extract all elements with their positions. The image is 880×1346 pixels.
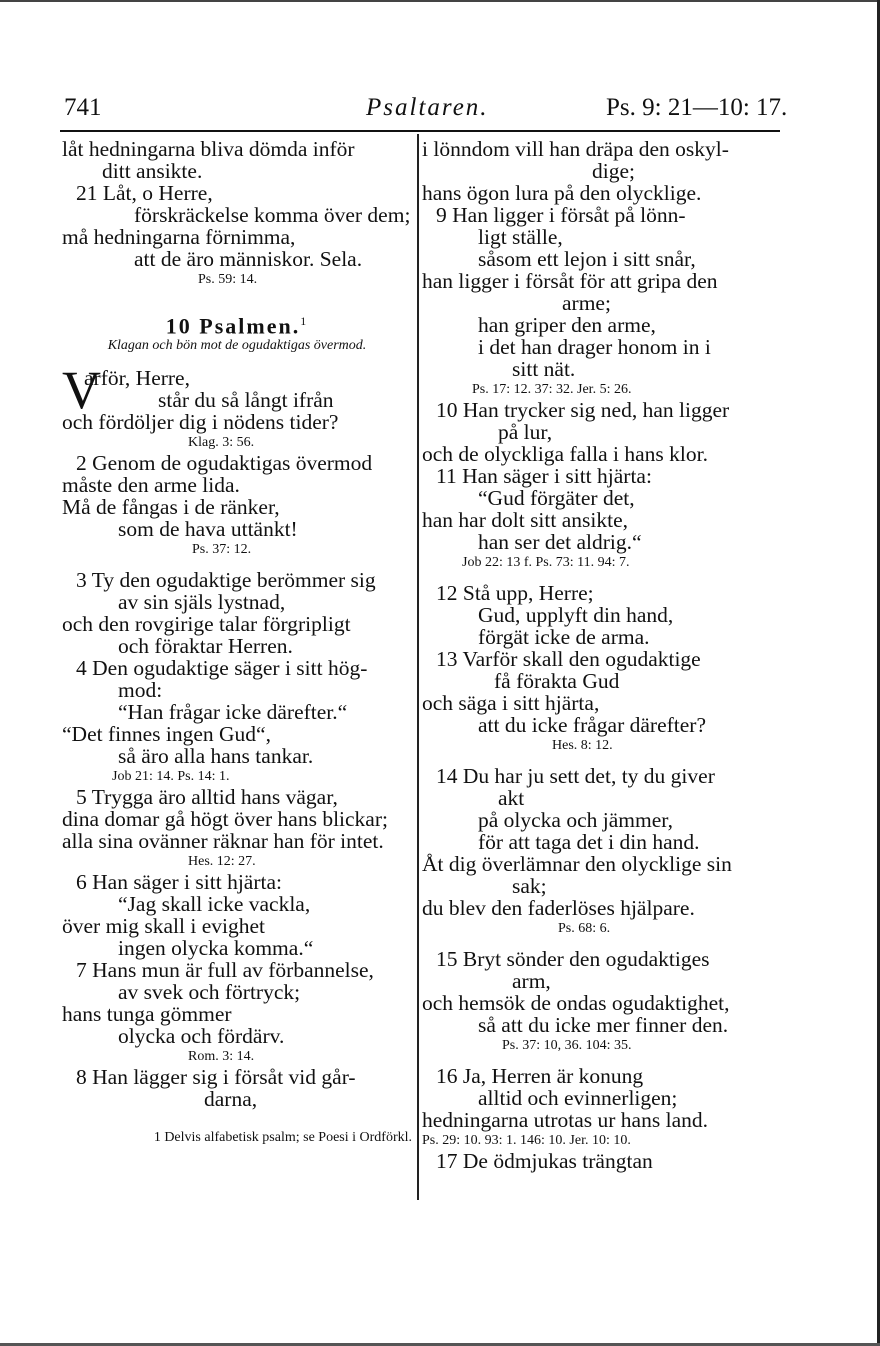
- verse-line: 10 Han trycker sig ned, han ligger: [436, 398, 730, 422]
- verse-line: må hedningarna förnimma,: [62, 225, 296, 249]
- verse-line: låt hedningarna bliva dömda inför: [62, 137, 355, 161]
- psalm-title: 10 Psalmen.$^1$: [165, 313, 309, 339]
- verse-line: “Jag skall icke vackla,: [118, 892, 311, 916]
- verse-line: 15 Bryt sönder den ogudaktiges: [436, 947, 710, 971]
- verse-line: och föraktar Herren.: [118, 634, 293, 658]
- verse-line: “Det finnes ingen Gud“,: [62, 722, 271, 746]
- verse-number: 2: [76, 451, 87, 475]
- spacer: [62, 1110, 412, 1128]
- footnote-marker: 1: [300, 314, 309, 328]
- book-title: Psaltaren.: [366, 94, 489, 121]
- chapter-reference: Ps. 9: 21—10: 17.: [606, 94, 788, 121]
- verse-line: och säga i sitt hjärta,: [422, 691, 600, 715]
- cross-reference: Ps. 59: 14.: [198, 272, 258, 287]
- verse-line: att du icke frågar därefter?: [478, 713, 706, 737]
- verse-line: måste den arme lida.: [62, 473, 240, 497]
- verse-line: arför, Herre,: [84, 366, 190, 390]
- cross-reference: Hes. 8: 12.: [552, 738, 613, 753]
- verse-line: 14 Du har ju sett det, ty du giver: [436, 764, 715, 788]
- verse-line: och de olyckliga falla i hans klor.: [422, 442, 708, 466]
- verse-line: hedningarna utrotas ur hans land.: [422, 1108, 708, 1132]
- column-divider: [417, 134, 419, 1200]
- verse-line: dige;: [592, 159, 635, 183]
- verse-number: 6: [76, 870, 87, 894]
- verse-line: som de hava uttänkt!: [118, 517, 298, 541]
- verse-number: 10: [436, 398, 458, 422]
- verse-number: 15: [436, 947, 458, 971]
- verse-number: 8: [76, 1065, 87, 1089]
- verse-line: sak;: [512, 874, 547, 898]
- verse-line: av svek och förtryck;: [118, 980, 301, 1004]
- verse-line: och hemsök de ondas ogudaktighet,: [422, 991, 730, 1015]
- page-number: 741: [64, 94, 102, 121]
- verse-number: 13: [436, 647, 458, 671]
- verse-line: Åt dig överlämnar den olycklige sin: [422, 852, 732, 876]
- cross-reference: Ps. 37: 12.: [192, 542, 252, 557]
- verse-line: hans ögon lura på den olycklige.: [422, 181, 702, 205]
- verse-line: och den rovgirige talar förgripligt: [62, 612, 351, 636]
- verse-line: “Gud förgäter det,: [478, 486, 635, 510]
- verse-line: han har dolt sitt ansikte,: [422, 508, 629, 532]
- verse-line: förgät icke de arma.: [478, 625, 650, 649]
- verse-number: 3: [76, 568, 87, 592]
- verse-line: så att du icke mer finner den.: [478, 1013, 729, 1037]
- cross-reference: Job 22: 13 f. Ps. 73: 11. 94: 7.: [462, 555, 630, 570]
- verse-line: sitt nät.: [512, 357, 576, 381]
- verse-line: så äro alla hans tankar.: [118, 744, 314, 768]
- verse-line: på lur,: [498, 420, 553, 444]
- verse-line: mod:: [118, 678, 163, 702]
- verse-line: 6 Han säger i sitt hjärta:: [76, 870, 282, 894]
- verse-line: 3 Ty den ogudaktige berömmer sig: [76, 568, 376, 592]
- verse-line: 4 Den ogudaktige säger i sitt hög-: [76, 656, 368, 680]
- verse-line: “Han frågar icke därefter.“: [118, 700, 348, 724]
- verse-number: 12: [436, 581, 458, 605]
- running-header: [0, 94, 880, 128]
- page-border-top: [0, 0, 880, 2]
- verse-line: akt: [498, 786, 525, 810]
- verse-line: alltid och evinnerligen;: [478, 1086, 678, 1110]
- right-column: [422, 138, 774, 1172]
- cross-reference: Rom. 3: 14.: [188, 1049, 255, 1064]
- verse-line: olycka och fördärv.: [118, 1024, 285, 1048]
- cross-reference: Ps. 68: 6.: [558, 921, 611, 936]
- verse-number: 7: [76, 958, 87, 982]
- verse-number: 16: [436, 1064, 458, 1088]
- verse-line: 13 Varför skall den ogudaktige: [436, 647, 701, 671]
- drop-cap: V: [62, 360, 101, 420]
- verse-number: 9: [436, 203, 447, 227]
- verse-line: 21 Låt, o Herre,: [76, 181, 213, 205]
- verse-line: 11 Han säger i sitt hjärta:: [436, 464, 652, 488]
- left-column: [62, 138, 412, 1148]
- verse-line: på olycka och jämmer,: [478, 808, 673, 832]
- verse-line: i lönndom vill han dräpa den oskyl-: [422, 137, 729, 161]
- verse-line: ditt ansikte.: [102, 159, 203, 183]
- verse-line: få förakta Gud: [494, 669, 620, 693]
- verse-line: du blev den faderlöses hjälpare.: [422, 896, 695, 920]
- verse-line: Gud, upplyft din hand,: [478, 603, 674, 627]
- verse-line: Må de fångas i de ränker,: [62, 495, 280, 519]
- verse-line: såsom ett lejon i sitt snår,: [478, 247, 696, 271]
- verse-line: 7 Hans mun är full av förbannelse,: [76, 958, 374, 982]
- verse-line: förskräckelse komma över dem;: [134, 203, 411, 227]
- verse-line: ligt ställe,: [478, 225, 563, 249]
- verse-number: 11: [436, 464, 457, 488]
- cross-reference: Klag. 3: 56.: [188, 435, 255, 450]
- spacer: [62, 289, 412, 307]
- verse-line: över mig skall i evighet: [62, 914, 266, 938]
- verse-line: 5 Trygga äro alltid hans vägar,: [76, 785, 338, 809]
- verse-line: 17 De ödmjukas trängtan: [436, 1149, 653, 1173]
- verse-line: 12 Stå upp, Herre;: [436, 581, 594, 605]
- psalm-subtitle: Klagan och bön mot de ogudaktigas övermod.: [107, 338, 367, 353]
- cross-reference: Hes. 12: 27.: [188, 854, 256, 869]
- cross-reference: Ps. 29: 10. 93: 1. 146: 10. Jer. 10: 10.: [422, 1133, 631, 1148]
- verse-line: och fördöljer dig i nödens tider?: [62, 410, 339, 434]
- verse-number: 17: [436, 1149, 458, 1173]
- footnote: 1 Delvis alfabetisk psalm; se Poesi i Ordförkl.: [153, 1130, 412, 1145]
- verse-line: 9 Han ligger i försåt på lönn-: [436, 203, 686, 227]
- verse-line: han griper den arme,: [478, 313, 656, 337]
- verse-line: ingen olycka komma.“: [118, 936, 314, 960]
- verse-line: av sin själs lystnad,: [118, 590, 286, 614]
- verse-line: han ser det aldrig.“: [478, 530, 642, 554]
- verse-line: arm,: [512, 969, 551, 993]
- verse-number: 21: [76, 181, 98, 205]
- verse-line: alla sina ovänner räknar han för intet.: [62, 829, 384, 853]
- verse-line: 2 Genom de ogudaktigas övermod: [76, 451, 373, 475]
- verse-line: han ligger i försåt för att gripa den: [422, 269, 718, 293]
- verse-line: 8 Han lägger sig i försåt vid går-: [76, 1065, 356, 1089]
- verse-line: i det han drager honom in i: [478, 335, 711, 359]
- verse-line: för att taga det i din hand.: [478, 830, 700, 854]
- psalm-opening: [62, 360, 412, 420]
- verse-line: att de äro människor. Sela.: [134, 247, 363, 271]
- verse-line: darna,: [204, 1087, 258, 1111]
- verse-line: dina domar gå högt över hans blickar;: [62, 807, 388, 831]
- cross-reference: Ps. 17: 12. 37: 32. Jer. 5: 26.: [472, 382, 632, 397]
- verse-number: 4: [76, 656, 87, 680]
- verse-line: står du så långt ifrån: [158, 388, 334, 412]
- verse-line: hans tunga gömmer: [62, 1002, 232, 1026]
- header-rule: [60, 130, 780, 132]
- cross-reference: Job 21: 14. Ps. 14: 1.: [112, 769, 230, 784]
- cross-reference: Ps. 37: 10, 36. 104: 35.: [502, 1038, 632, 1053]
- verse-number: 14: [436, 764, 458, 788]
- verse-line: arme;: [562, 291, 611, 315]
- verse-line: 16 Ja, Herren är konung: [436, 1064, 644, 1088]
- verse-number: 5: [76, 785, 87, 809]
